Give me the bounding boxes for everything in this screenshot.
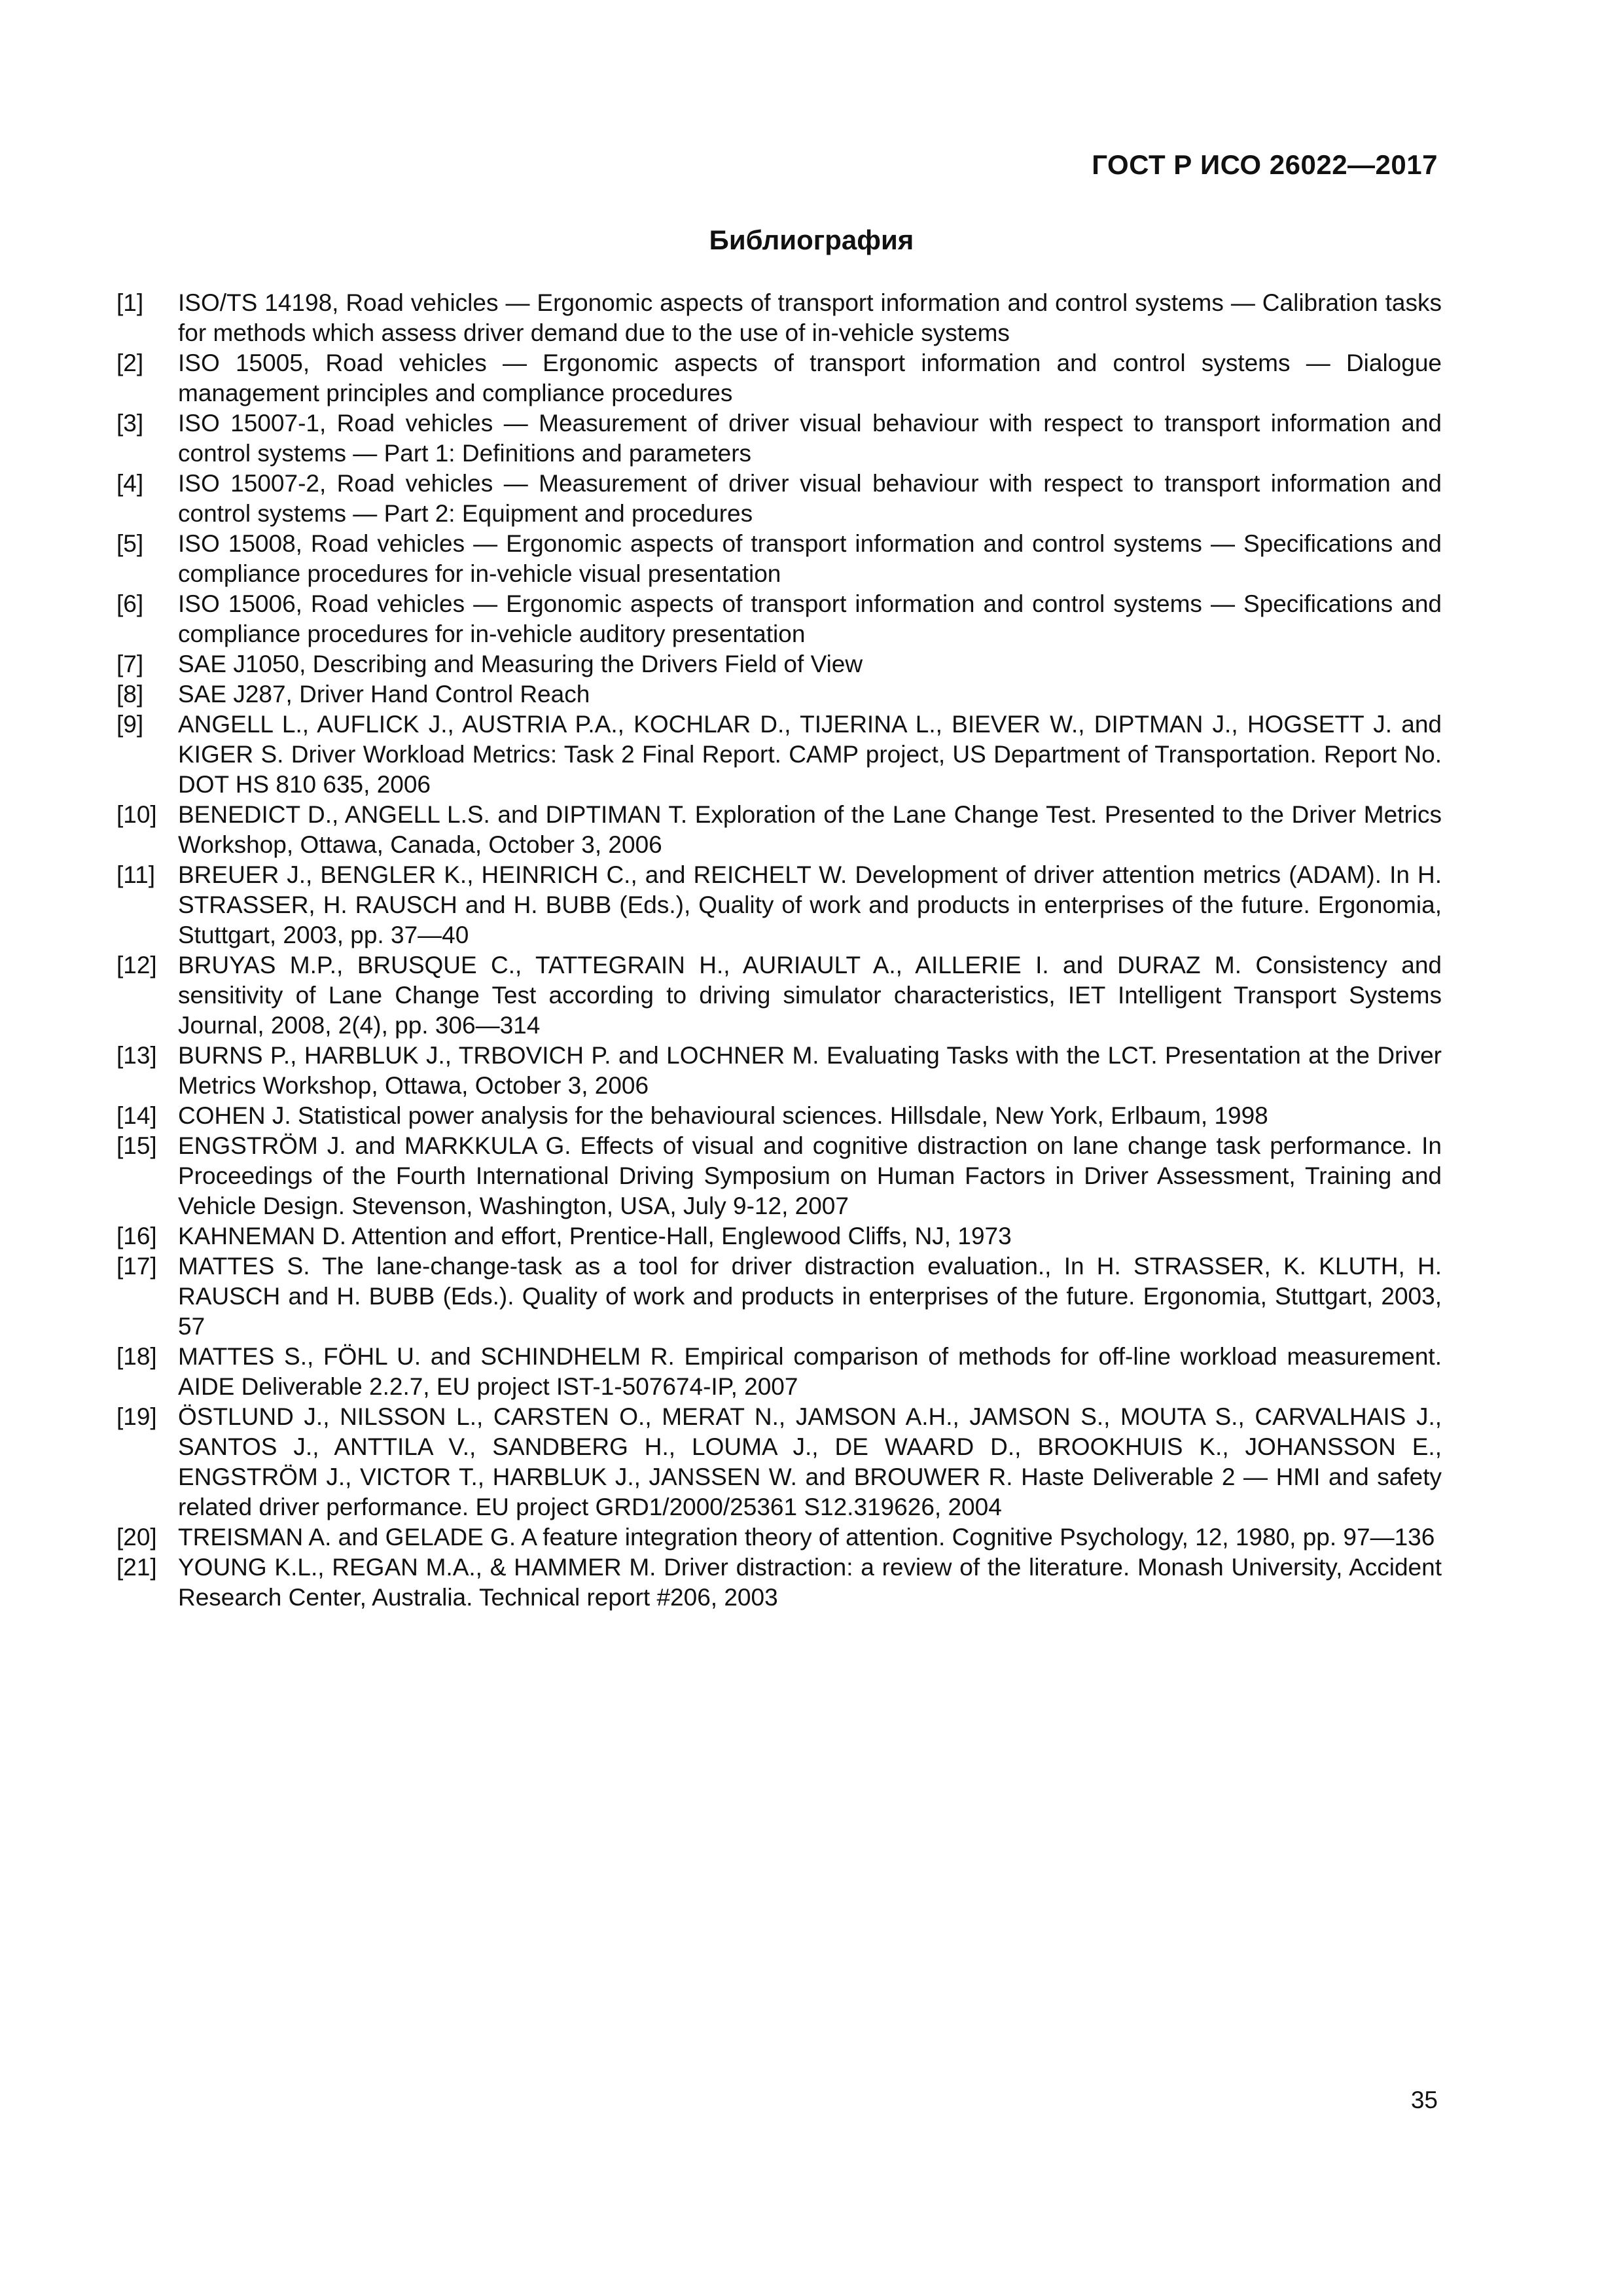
entry-number: [21] xyxy=(116,1554,157,1581)
bibliography-entry xyxy=(116,860,1442,950)
bibliography-entry xyxy=(116,348,1442,408)
bibliography-entry xyxy=(116,469,1442,529)
entry-text: MATTES S., FÖHL U. and SCHINDHELM R. Empirical comparison of methods for off-line workload measurement. AIDE Deliverable 2.2.7, EU project IST-1-507674-IP, 2007 xyxy=(178,1343,1442,1400)
entry-text: ISO/TS 14198, Road vehicles — Ergonomic aspects of transport information and control systems — Calibration tasks for methods which assess driver demand due to the use of in-vehicle systems xyxy=(178,289,1442,346)
entry-text: ISO 15008, Road vehicles — Ergonomic aspects of transport information and control systems — Specifications and compliance procedures for in-vehicle visual presentation xyxy=(178,530,1442,587)
entry-text: KAHNEMAN D. Attention and effort, Prentice-Hall, Englewood Cliffs, NJ, 1973 xyxy=(178,1223,1012,1249)
entry-text: ISO 15007-1, Road vehicles — Measurement of driver visual behaviour with respect to transport information and control systems — Part 1: Definitions and parameters xyxy=(178,410,1442,467)
entry-text: MATTES S. The lane-change-task as a tool for driver distraction evaluation., In H. STRASSER, K. KLUTH, H. RAUSCH and H. BUBB (Eds.). Quality of work and products in enterprises of the future. Ergonomia, Stuttgart, 2003, 57 xyxy=(178,1253,1442,1340)
entry-text: SAE J287, Driver Hand Control Reach xyxy=(178,681,590,708)
entry-number: [13] xyxy=(116,1042,157,1069)
entry-number: [12] xyxy=(116,952,157,978)
entry-number: [20] xyxy=(116,1524,157,1551)
entry-number: [16] xyxy=(116,1223,157,1249)
entry-text: TREISMAN A. and GELADE G. A feature integration theory of attention. Cognitive Psychology, 12, 1980, pp. 97—136 xyxy=(178,1524,1435,1551)
entry-number: [6] xyxy=(116,590,144,617)
entry-number: [19] xyxy=(116,1403,157,1430)
bibliography-list xyxy=(116,288,1442,1613)
entry-number: [11] xyxy=(116,861,155,888)
bibliography-entry xyxy=(116,950,1442,1041)
entry-text: ANGELL L., AUFLICK J., AUSTRIA P.A., KOCHLAR D., TIJERINA L., BIEVER W., DIPTMAN J., HOGSETT J. and KIGER S. Driver Workload Metrics: Task 2 Final Report. CAMP project, US Department of Transportation. Report No. DOT HS 810 635, 2006 xyxy=(178,711,1442,798)
entry-text: ENGSTRÖM J. and MARKKULA G. Effects of visual and cognitive distraction on lane change task performance. In Proceedings of the Fourth International Driving Symposium on Human Factors in Driver Assessment, Training and Vehicle Design. Stevenson, Washington, USA, July 9-12, 2007 xyxy=(178,1132,1442,1219)
entry-text: BENEDICT D., ANGELL L.S. and DIPTIMAN T. Exploration of the Lane Change Test. Presented to the Driver Metrics Workshop, Ottawa, Canada, October 3, 2006 xyxy=(178,801,1442,858)
entry-text: BURNS P., HARBLUK J., TRBOVICH P. and LOCHNER M. Evaluating Tasks with the LCT. Presentation at the Driver Metrics Workshop, Ottawa, October 3, 2006 xyxy=(178,1042,1442,1099)
bibliography-entry xyxy=(116,1522,1442,1552)
entry-number: [1] xyxy=(116,289,144,316)
entry-number: [5] xyxy=(116,530,144,557)
entry-text: BRUYAS M.P., BRUSQUE C., TATTEGRAIN H., AURIAULT A., AILLERIE I. and DURAZ M. Consistency and sensitivity of Lane Change Test according to driving simulator characteristics, IET Intelligent Transport Systems Journal, 2008, 2(4), pp. 306—314 xyxy=(178,952,1442,1039)
entry-number: [4] xyxy=(116,470,144,497)
bibliography-entry xyxy=(116,649,1442,679)
entry-text: BREUER J., BENGLER K., HEINRICH C., and REICHELT W. Development of driver attention metrics (ADAM). In H. STRASSER, H. RAUSCH and H. BUBB (Eds.), Quality of work and products in enterprises of the future. Ergonomia, Stuttgart, 2003, pp. 37—40 xyxy=(178,861,1442,948)
bibliography-entry xyxy=(116,709,1442,800)
bibliography-entry xyxy=(116,1101,1442,1131)
entry-number: [18] xyxy=(116,1343,157,1370)
page-number: 35 xyxy=(1410,2087,1438,2113)
bibliography-entry xyxy=(116,800,1442,860)
bibliography-entry xyxy=(116,1251,1442,1342)
entry-number: [15] xyxy=(116,1132,157,1159)
entry-number: [3] xyxy=(116,410,144,437)
bibliography-entry xyxy=(116,1041,1442,1101)
entry-number: [7] xyxy=(116,651,144,677)
entry-number: [14] xyxy=(116,1102,157,1129)
bibliography-entry xyxy=(116,1221,1442,1251)
bibliography-entry xyxy=(116,1131,1442,1221)
entry-number: [10] xyxy=(116,801,157,828)
entry-text: ÖSTLUND J., NILSSON L., CARSTEN O., MERAT N., JAMSON A.H., JAMSON S., MOUTA S., CARVALHAIS J., SANTOS J., ANTTILA V., SANDBERG H., LOUMA J., DE WAARD D., BROOKHUIS K., JOHANSSON E., ENGSTRÖM J., VICTOR T., HARBLUK J., JANSSEN W. and BROUWER R. Haste Deliverable 2 — HMI and safety related driver performance. EU project GRD1/2000/25361 S12.319626, 2004 xyxy=(178,1403,1442,1520)
entry-text: ISO 15006, Road vehicles — Ergonomic aspects of transport information and control systems — Specifications and compliance procedures for in-vehicle auditory presentation xyxy=(178,590,1442,647)
entry-text: COHEN J. Statistical power analysis for the behavioural sciences. Hillsdale, New York, Erlbaum, 1998 xyxy=(178,1102,1268,1129)
entry-number: [8] xyxy=(116,681,144,708)
bibliography-entry xyxy=(116,529,1442,589)
entry-text: ISO 15007-2, Road vehicles — Measurement of driver visual behaviour with respect to transport information and control systems — Part 2: Equipment and procedures xyxy=(178,470,1442,527)
bibliography-entry xyxy=(116,408,1442,469)
bibliography-entry xyxy=(116,1342,1442,1402)
bibliography-entry xyxy=(116,679,1442,709)
entry-number: [17] xyxy=(116,1253,157,1280)
section-title: Библиография xyxy=(709,224,914,255)
entry-text: YOUNG K.L., REGAN M.A., & HAMMER M. Driver distraction: a review of the literature. Monash University, Accident Research Center, Australia. Technical report #206, 2003 xyxy=(178,1554,1442,1611)
bibliography-entry xyxy=(116,288,1442,348)
bibliography-entry xyxy=(116,1552,1442,1613)
entry-text: SAE J1050, Describing and Measuring the Drivers Field of View xyxy=(178,651,863,677)
standard-designation: ГОСТ Р ИСО 26022—2017 xyxy=(1092,149,1438,180)
bibliography-entry xyxy=(116,1402,1442,1522)
entry-number: [9] xyxy=(116,711,144,738)
bibliography-entry xyxy=(116,589,1442,649)
entry-text: ISO 15005, Road vehicles — Ergonomic aspects of transport information and control systems — Dialogue management principles and compliance procedures xyxy=(178,350,1442,406)
entry-number: [2] xyxy=(116,350,144,376)
